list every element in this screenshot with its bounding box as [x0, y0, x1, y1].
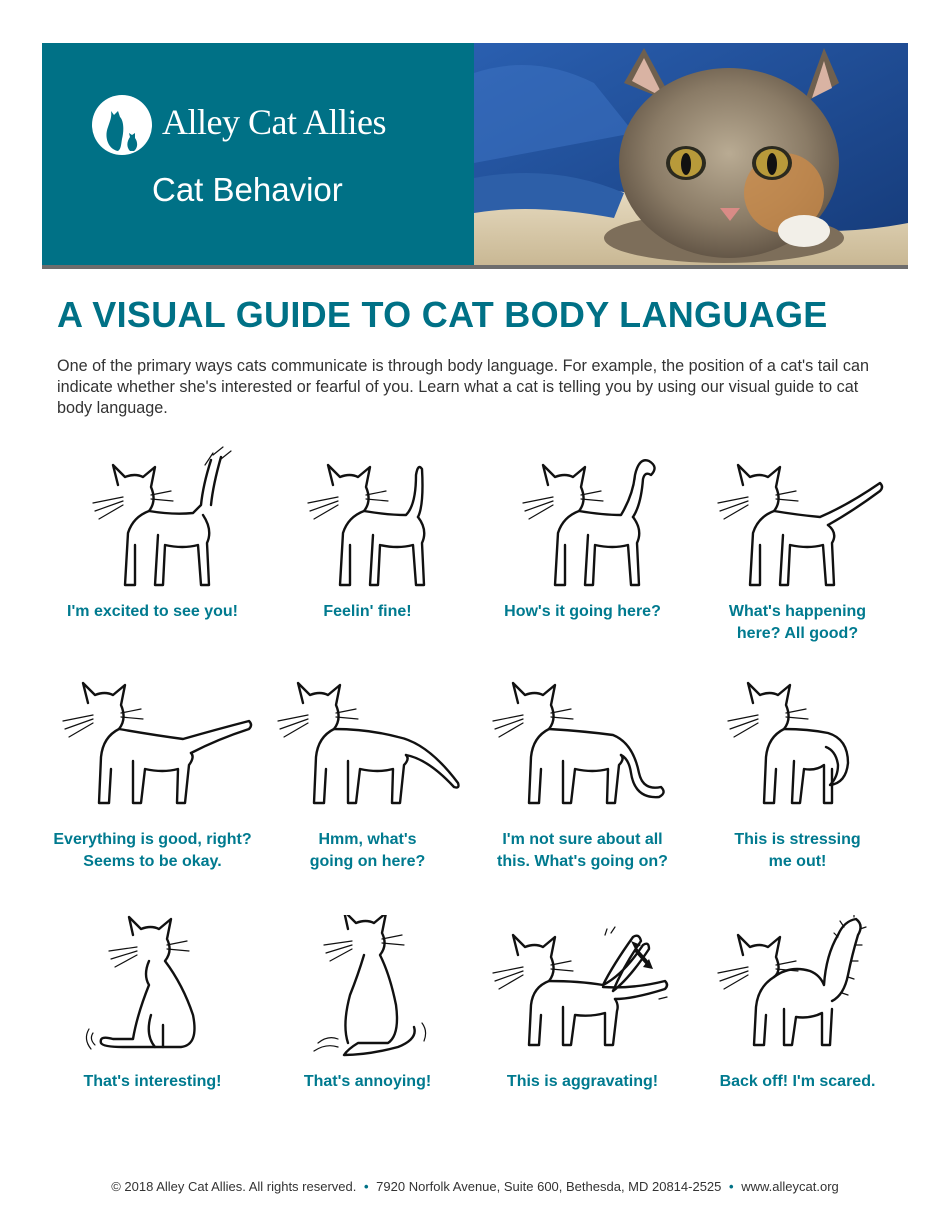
card-everything-good: [45, 673, 260, 873]
alley-cat-allies-logo: [90, 91, 450, 161]
footer-separator: •: [729, 1179, 734, 1194]
cat-tail-up-icon: [278, 445, 458, 595]
card-aggravating: [475, 915, 690, 1093]
cat-tail-up-quivering-icon: [63, 445, 243, 595]
card-excited: [45, 445, 260, 623]
cat-tail-thrashing-icon: [483, 915, 683, 1065]
caption-everything-good: Everything is good, right? Seems to be okay.: [53, 831, 252, 870]
logo-wordmark: Alley Cat Allies: [162, 102, 386, 142]
caption-aggravating: This is aggravating!: [506, 1073, 659, 1090]
page-title: A VISUAL GUIDE TO CAT BODY LANGUAGE: [57, 294, 828, 335]
cat-tail-horizontal-icon: [53, 673, 253, 823]
cat-tail-lowered-icon: [268, 673, 468, 823]
caption-fine: Feelin' fine!: [323, 603, 412, 620]
footer-website-link[interactable]: www.alleycat.org: [741, 1179, 839, 1194]
card-scared: [690, 915, 905, 1093]
page-subtitle: Cat Behavior: [152, 171, 343, 208]
intro-paragraph: One of the primary ways cats communicate is through body language. For example, the position of a cat's tail can indicate whether she's interested or fearful of you. Learn what a cat is telling you by using our visual guide to cat body language.: [57, 357, 869, 417]
footer-separator: •: [363, 1179, 369, 1194]
card-how-going: [475, 445, 690, 623]
caption-hmm: Hmm, what's going on here?: [309, 831, 426, 870]
header-banner: [42, 43, 908, 265]
caption-scared: Back off! I'm scared.: [719, 1073, 876, 1090]
card-not-sure: [475, 673, 690, 873]
cat-sitting-tail-swish-icon: [278, 915, 458, 1065]
card-hmm: [260, 673, 475, 873]
footer-address: 7920 Norfolk Avenue, Suite 600, Bethesda, MD 20814-2525: [376, 1179, 722, 1194]
cat-tail-diagonal-icon: [708, 445, 888, 595]
card-interesting: [45, 915, 260, 1093]
cat-tail-question-mark-icon: [493, 445, 673, 595]
caption-excited: I'm excited to see you!: [67, 603, 238, 620]
card-stressing: [690, 673, 905, 873]
cat-sitting-tail-flick-icon: [63, 915, 243, 1065]
cats-silhouette-icon: [90, 91, 158, 159]
footer: [0, 1179, 950, 1194]
kitten-photo: [474, 43, 908, 265]
cat-tail-tucked-icon: [698, 673, 898, 823]
caption-annoying: That's annoying!: [303, 1073, 432, 1090]
card-annoying: [260, 915, 475, 1093]
body-language-grid: [45, 445, 905, 1110]
card-whats-happening: [690, 445, 905, 645]
footer-copyright: © 2018 Alley Cat Allies. All rights reserved.: [111, 1179, 357, 1194]
cat-tail-down-curl-icon: [483, 673, 683, 823]
caption-how-going: How's it going here?: [504, 603, 661, 620]
caption-stressing: This is stressing me out!: [734, 831, 861, 870]
caption-not-sure: I'm not sure about all this. What's going on?: [497, 831, 668, 870]
card-fine: [260, 445, 475, 623]
header-divider: [42, 265, 908, 269]
caption-whats-happening: What's happening here? All good?: [728, 603, 867, 642]
cat-puffed-tail-icon: [698, 915, 898, 1065]
caption-interesting: That's interesting!: [83, 1073, 222, 1090]
